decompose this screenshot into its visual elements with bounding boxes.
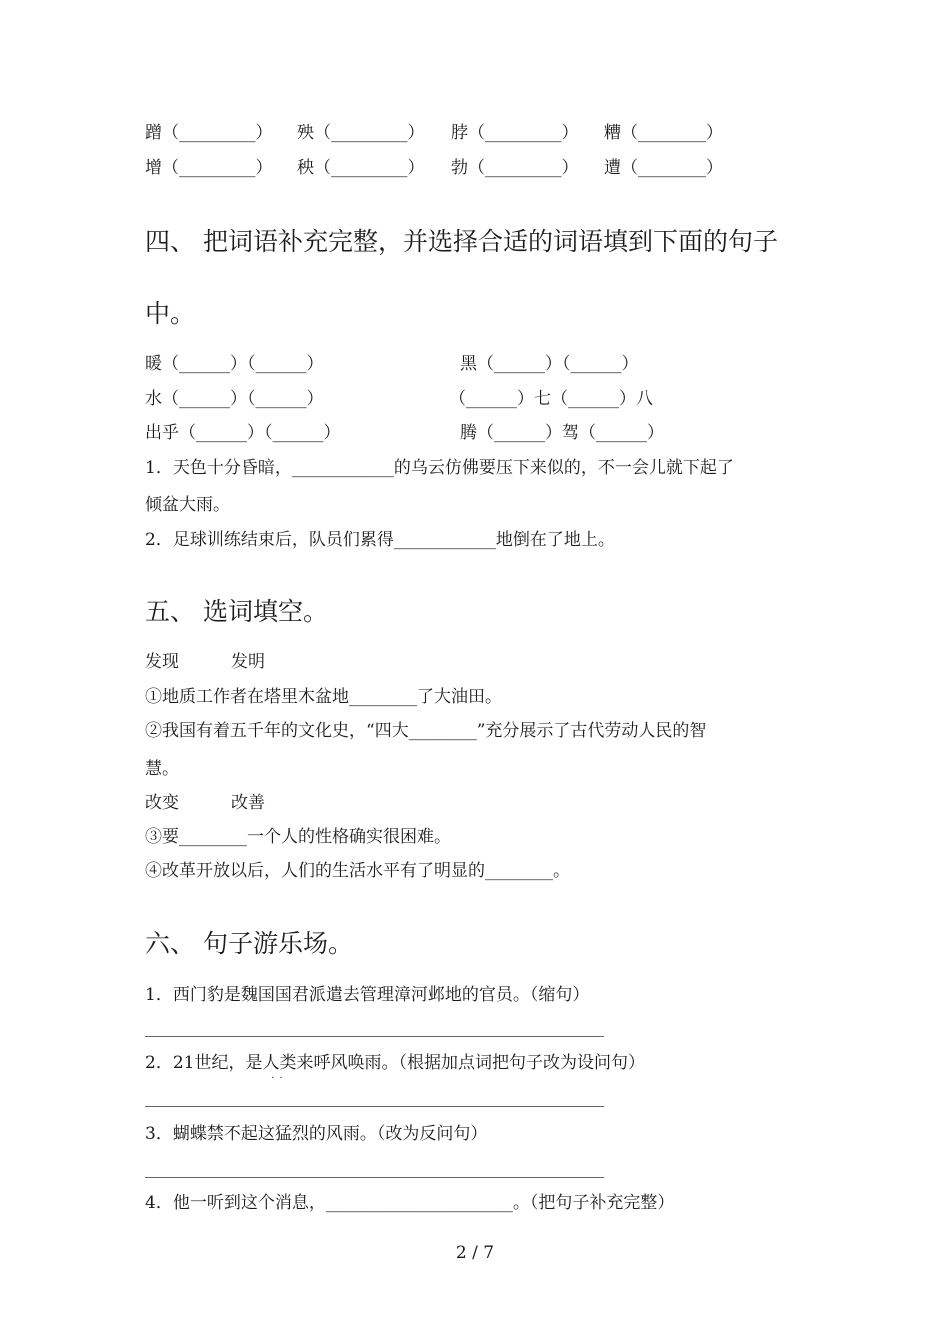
- idiom-5: 出乎（______）（______）: [145, 423, 341, 443]
- section6-q2: [145, 1051, 645, 1084]
- answer-line-2[interactable]: [145, 1106, 604, 1107]
- section4-title-line1: 四、 把词语补充完整，并选择合适的词语填到下面的句子: [145, 227, 778, 256]
- char-row-1-item-3: 脖（_________）: [451, 123, 579, 143]
- char-row-2-item-1: 增（_________）: [145, 158, 273, 178]
- idiom-2: 黑（______）（______）: [460, 354, 639, 374]
- section6-title: 六、 句子游乐场。: [145, 929, 353, 958]
- char-row-2-item-3: 勃（_________）: [451, 158, 579, 178]
- emphasized-word: [262, 1051, 297, 1084]
- page-number: 2 / 7: [455, 1243, 495, 1263]
- section6-q4: 4．他一听到这个消息，______________________。（把句子补充完整）: [145, 1193, 675, 1213]
- word-choice-1a: 发现: [145, 652, 179, 672]
- section5-s3: ③要________一个人的性格确实很困难。: [145, 827, 451, 847]
- section5-title: 五、 选词填空。: [145, 597, 328, 626]
- section6-q2-prefix: 2．21世纪，是: [145, 1053, 263, 1073]
- emphasis-dots: ··: [271, 1073, 288, 1084]
- word-choice-1b: 发明: [231, 652, 265, 672]
- char-row-1-item-4: 糟（________）: [604, 123, 723, 143]
- char-row-1-item-1: 蹭（_________）: [145, 123, 273, 143]
- section5-s2-line1: ②我国有着五千年的文化史，“四大________”充分展示了古代劳动人民的智: [145, 721, 707, 741]
- emphasized-word-text: 人类: [262, 1053, 297, 1073]
- answer-line-1[interactable]: [145, 1036, 604, 1037]
- char-row-2-item-2: 秧（_________）: [297, 158, 425, 178]
- section5-s2-line2: 慧。: [145, 759, 179, 779]
- word-choice-2a: 改变: [145, 793, 179, 813]
- section6-q3: 3．蝴蝶禁不起这猛烈的风雨。（改为反问句）: [145, 1124, 488, 1144]
- section6-q1: 1．西门豹是魏国国君派遣去管理漳河邺地的官员。（缩句）: [145, 985, 590, 1005]
- section4-q1-line2: 倾盆大雨。: [145, 495, 230, 515]
- char-row-2-item-4: 遭（________）: [604, 158, 723, 178]
- char-row-1-item-2: 殃（_________）: [297, 123, 425, 143]
- section6-q2-suffix: 来呼风唤雨。（根据加点词把句子改为设问句）: [296, 1053, 645, 1073]
- answer-line-3[interactable]: [145, 1177, 604, 1178]
- section4-title-line2: 中。: [145, 299, 196, 328]
- word-choice-2b: 改善: [231, 793, 265, 813]
- section4-q2: 2．足球训练结束后，队员们累得____________地倒在了地上。: [145, 530, 615, 550]
- section5-s1: ①地质工作者在塔里木盆地________了大油田。: [145, 687, 502, 707]
- idiom-6: 腾（______）驾（______）: [460, 423, 664, 443]
- idiom-3: 水（______）（______）: [145, 389, 324, 409]
- idiom-1: 暖（______）（______）: [145, 354, 324, 374]
- section5-s4: ④改革开放以后，人们的生活水平有了明显的________。: [145, 861, 570, 881]
- section4-q1-line1: 1．天色十分昏暗，____________的乌云仿佛要压下来似的，不一会儿就下起了: [145, 458, 734, 478]
- idiom-4: （______）七（______）八: [449, 389, 653, 409]
